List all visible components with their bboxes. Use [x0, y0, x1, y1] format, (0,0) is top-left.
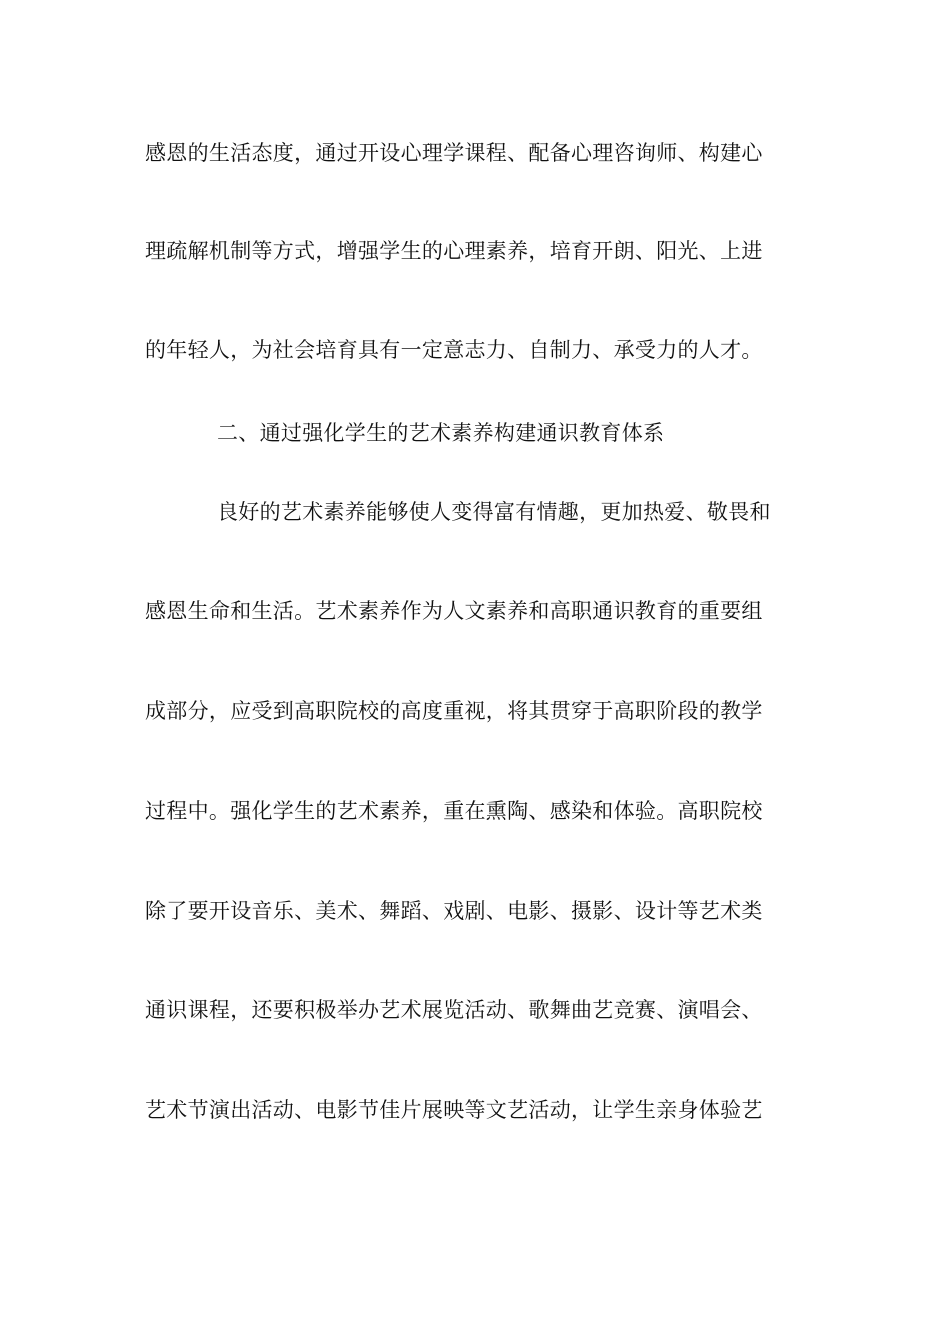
paragraph-line: 除了要开设音乐、美术、舞蹈、戏剧、电影、摄影、设计等艺术类	[145, 899, 763, 923]
section-heading: 二、通过强化学生的艺术素养构建通识教育体系	[217, 421, 665, 445]
paragraph-line: 感恩生命和生活。艺术素养作为人文素养和高职通识教育的重要组	[145, 599, 763, 623]
paragraph-line: 感恩的生活态度，通过开设心理学课程、配备心理咨询师、构建心	[145, 141, 763, 165]
paragraph-line: 理疏解机制等方式，增强学生的心理素养，培育开朗、阳光、上进	[145, 239, 763, 263]
paragraph-line: 艺术节演出活动、电影节佳片展映等文艺活动，让学生亲身体验艺	[145, 1098, 763, 1122]
paragraph-line: 通识课程，还要积极举办艺术展览活动、歌舞曲艺竞赛、演唱会、	[145, 998, 763, 1022]
paragraph-line: 的年轻人，为社会培育具有一定意志力、自制力、承受力的人才。	[145, 338, 763, 362]
paragraph-line: 成部分，应受到高职院校的高度重视，将其贯穿于高职阶段的教学	[145, 699, 763, 723]
paragraph-first-line: 良好的艺术素养能够使人变得富有情趣，更加热爱、敬畏和	[217, 500, 771, 524]
paragraph-line: 过程中。强化学生的艺术素养，重在熏陶、感染和体验。高职院校	[145, 799, 763, 823]
